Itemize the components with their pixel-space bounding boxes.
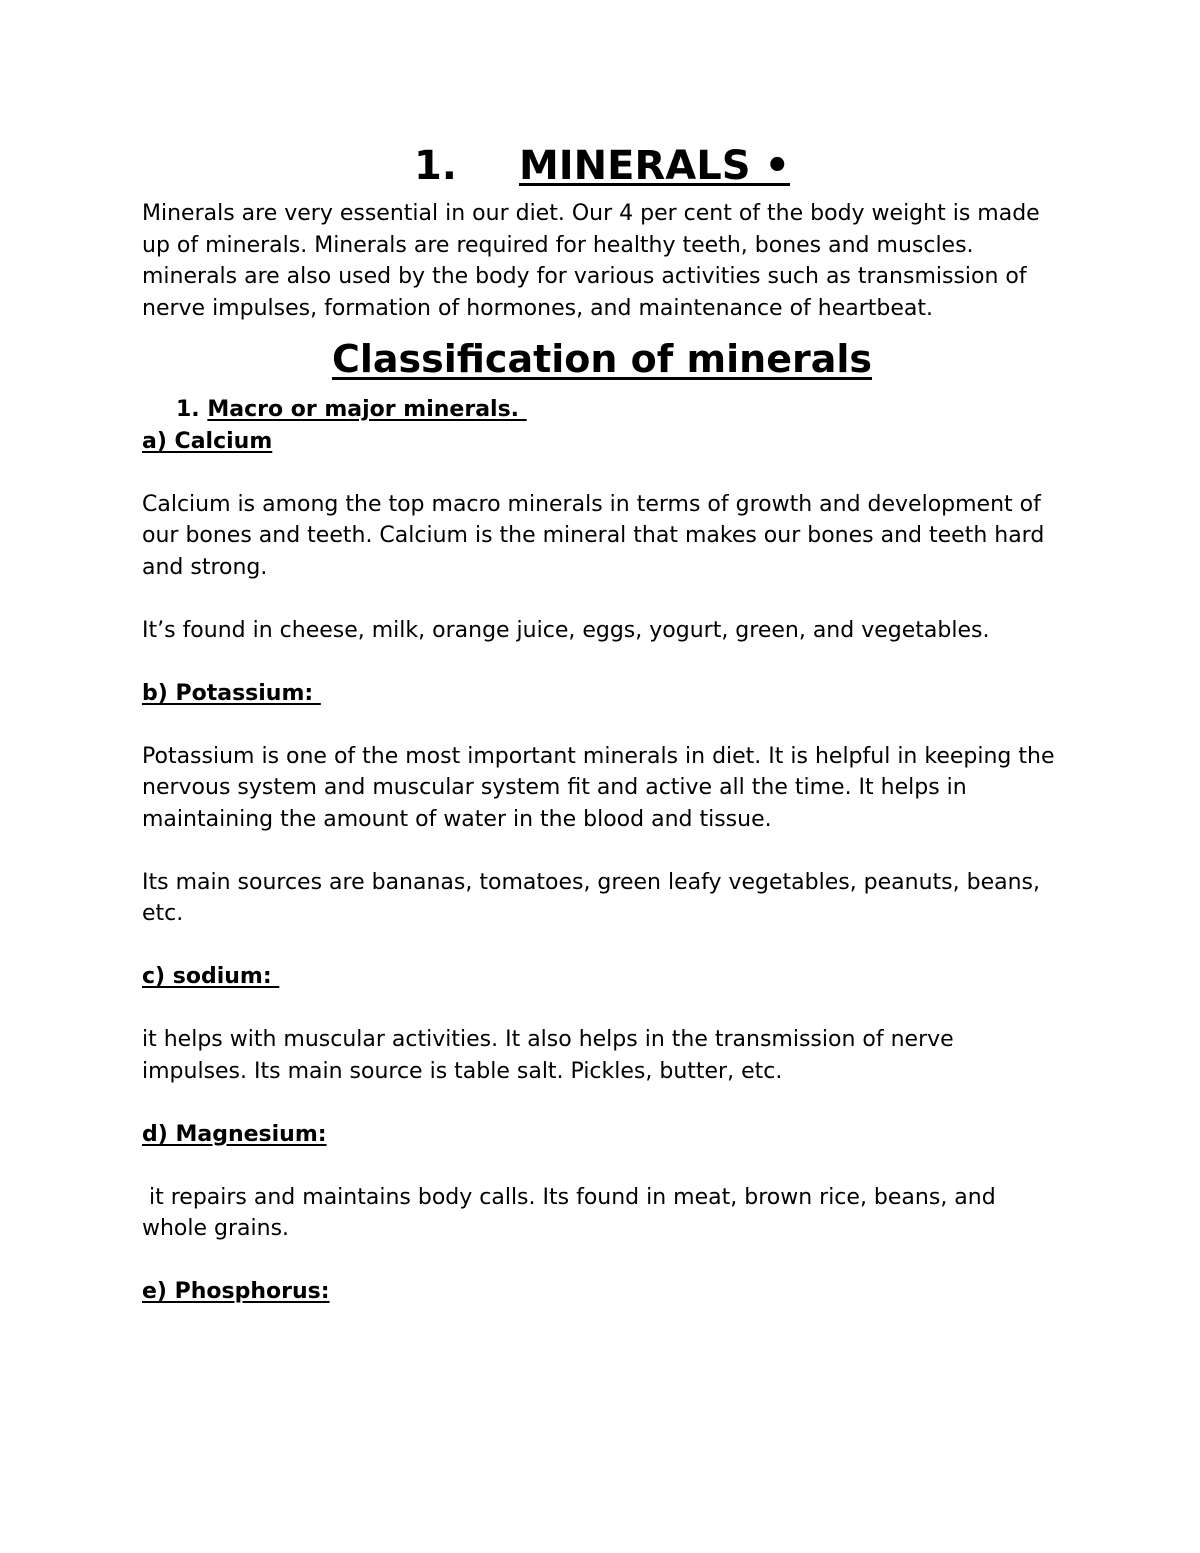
group-label: Macro or major minerals. [207,397,527,422]
section-heading: a) Calcium [142,428,273,454]
group-heading [176,394,1062,426]
section-heading: e) Phosphorus: [142,1279,330,1304]
section-calcium [142,426,1062,678]
section-heading: c) sodium: [142,964,280,989]
section-paragraph: Its main sources are bananas, tomatoes, green leafy vegetables, peanuts, beans, etc. [142,869,1041,926]
page-title [142,140,1062,192]
section-sodium [142,961,1062,1119]
section-potassium [142,678,1062,962]
title-label: MINERALS • [518,143,791,189]
section-phosphorus [142,1276,1062,1308]
document-page [142,140,1062,1308]
section-paragraph: Calcium is among the top macro minerals in terms of growth and development of our bones and teeth. Calcium is the mineral that makes our bones and teeth hard and strong. [142,491,1045,580]
section-heading: b) Potassium: [142,680,321,706]
section-paragraph: Potassium is one of the most important minerals in diet. It is helpful in keeping the nervous system and muscular system fit and active all the time. It helps in maintaining the amount of water in the blood and tissue. [142,743,1055,832]
title-number: 1. [413,143,457,189]
group-number: 1. [176,397,200,422]
section-paragraph: it repairs and maintains body calls. Its found in meat, brown rice, beans, and whole grains. [142,1184,1003,1241]
section-heading: d) Magnesium: [142,1121,327,1147]
classification-title: Classification of minerals [331,337,873,381]
section-magnesium [142,1119,1062,1277]
intro-paragraph: Minerals are very essential in our diet. Our 4 per cent of the body weight is made up of minerals. Minerals are required for healthy teeth, bones and muscles. minerals are also used by the body for various activities such as transmission of nerve impulses, formation of hormones, and maintenance of heartbeat. [142,201,1040,321]
section-paragraph: it helps with muscular activities. It also helps in the transmission of nerve impulses. Its main source is table salt. Pickles, butter, etc. [142,1027,954,1084]
section-paragraph: It’s found in cheese, milk, orange juice, eggs, yogurt, green, and vegetables. [142,617,990,643]
